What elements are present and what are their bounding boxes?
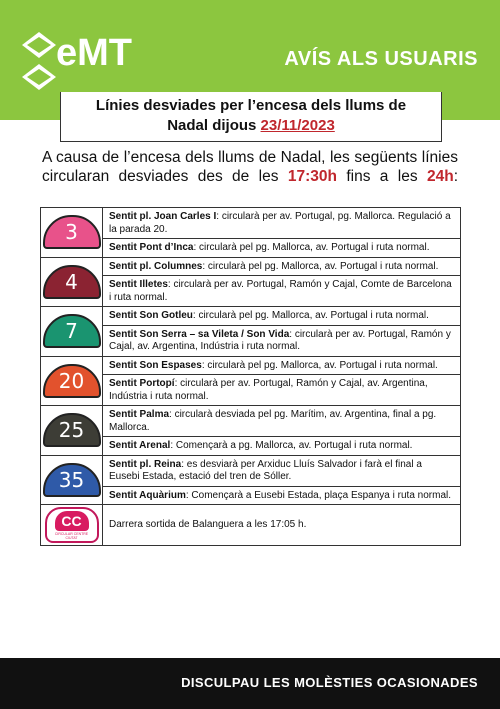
direction-label: Sentit Son Espases — [109, 359, 202, 371]
line-description — [103, 239, 461, 258]
line-badge-35: 35 — [43, 463, 101, 497]
notice-title-line1: Línies desviades per l’encesa dels llums de — [95, 97, 407, 114]
line-description — [103, 437, 461, 456]
direction-detail: : Començarà a Eusebi Estada, plaça Espanya i ruta normal. — [185, 489, 452, 501]
direction-detail: : circularà per av. Portugal, Ramón y Cajal, av. Argentina, Indústria i ruta normal. — [109, 378, 428, 402]
direction-label: Sentit Palma — [109, 409, 170, 420]
direction-detail: : circularà pel pg. Mallorca, av. Portugal i ruta normal. — [193, 242, 430, 253]
notice-date: 23/11/2023 — [260, 117, 335, 134]
direction-label: Sentit pl. Joan Carles I — [109, 211, 217, 222]
table-row — [41, 257, 461, 276]
direction-label: Sentit Aquàrium — [109, 489, 186, 501]
line-description — [103, 325, 461, 356]
line-badge-cell — [41, 505, 103, 546]
direction-detail: : circularà desviada pel pg. Marítim, av. Argentina, final a pg. Mallorca. — [109, 409, 437, 433]
notice-title-line2 — [61, 116, 441, 136]
direction-label: Sentit pl. Reina — [109, 458, 182, 470]
cc-badge-subtitle: CIRCULAR CENTRE CIUTAT — [54, 532, 89, 540]
line-badge-4: 4 — [43, 265, 101, 299]
lines-table-body — [41, 208, 461, 546]
table-row — [41, 406, 461, 437]
table-row — [41, 239, 461, 258]
table-row — [41, 375, 461, 406]
diverted-lines-table — [40, 207, 461, 546]
table-row — [41, 486, 461, 505]
direction-detail: : circularà pel pg. Mallorca, av. Portugal i ruta normal. — [202, 260, 439, 272]
line-badge-cell — [41, 307, 103, 357]
direction-detail: : circularà pel pg. Mallorca, av. Portugal i ruta normal. — [192, 310, 429, 321]
line-description — [103, 257, 461, 276]
line-badge-cell — [41, 406, 103, 456]
direction-label: Sentit Pont d’Inca — [109, 242, 194, 253]
line-description — [103, 406, 461, 437]
direction-label: Sentit Arenal — [109, 440, 171, 451]
line-description — [103, 455, 461, 486]
cc-description: Darrera sortida de Balanguera a les 17:05 h. — [103, 505, 461, 546]
footer-text: DISCULPAU LES MOLÈSTIES OCASIONADES — [181, 675, 478, 690]
intro-part2: fins a les — [336, 168, 427, 185]
line-description — [103, 356, 461, 375]
notice-title — [60, 92, 442, 142]
table-row — [41, 455, 461, 486]
direction-detail: : Començarà a pg. Mallorca, av. Portugal i ruta normal. — [170, 440, 413, 451]
table-row — [41, 356, 461, 375]
direction-label: Sentit Illetes — [109, 279, 168, 290]
intro-part1: A causa de l’encesa dels llums de Nadal, les següents línies circularan desviades des de les — [42, 149, 458, 185]
header-title: AVÍS ALS USUARIS — [284, 48, 478, 70]
time-end: 24h — [426, 168, 454, 185]
line-badge-cell — [41, 455, 103, 505]
table-row — [41, 307, 461, 326]
direction-detail: : es desviarà per Arxiduc Lluís Salvador i farà el final a Eusebi Estada, estació del tren de Sóller. — [109, 458, 422, 482]
line-description — [103, 375, 461, 406]
intro-part3: : — [453, 168, 458, 185]
emt-logo-icon — [22, 32, 56, 90]
direction-label: Sentit Son Serra – sa Vileta / Son Vida — [109, 328, 290, 340]
line-badge-cell — [41, 208, 103, 258]
line-description — [103, 307, 461, 326]
logo-text: eMT — [56, 32, 132, 74]
line-badge-7: 7 — [43, 314, 101, 348]
line-badge-20: 20 — [43, 364, 101, 398]
direction-detail: : circularà per av. Portugal, Ramón y Cajal, av. Argentina, Indústria i ruta normal. — [109, 328, 451, 352]
direction-label: Sentit Portopí — [109, 378, 175, 389]
table-row — [41, 276, 461, 307]
direction-detail: : circularà per av. Portugal, Ramón y Cajal, Comte de Barcelona i ruta normal. — [109, 279, 452, 303]
direction-detail: : circularà pel pg. Mallorca, av. Portugal i ruta normal. — [201, 359, 438, 371]
notice-intro — [42, 148, 458, 186]
line-badge-3: 3 — [43, 215, 101, 249]
line-description — [103, 276, 461, 307]
line-badge-cell — [41, 356, 103, 406]
footer-banner — [0, 658, 500, 709]
line-description — [103, 208, 461, 239]
line-badge-25: 25 — [43, 413, 101, 447]
line-badge-cell — [41, 257, 103, 307]
table-row — [41, 208, 461, 239]
cc-badge-label: CC — [55, 511, 89, 531]
direction-detail: : circularà per av. Portugal, pg. Mallorca. Regulació a la parada 20. — [109, 211, 451, 235]
direction-label: Sentit pl. Columnes — [109, 260, 203, 272]
table-row — [41, 325, 461, 356]
time-start: 17:30h — [287, 168, 337, 185]
emt-logo — [22, 28, 132, 98]
notice-title-prefix: Nadal dijous — [167, 117, 261, 134]
line-description — [103, 486, 461, 505]
line-badge-cc — [45, 507, 99, 543]
table-row — [41, 437, 461, 456]
table-row — [41, 505, 461, 546]
direction-label: Sentit Son Gotleu — [109, 310, 193, 321]
